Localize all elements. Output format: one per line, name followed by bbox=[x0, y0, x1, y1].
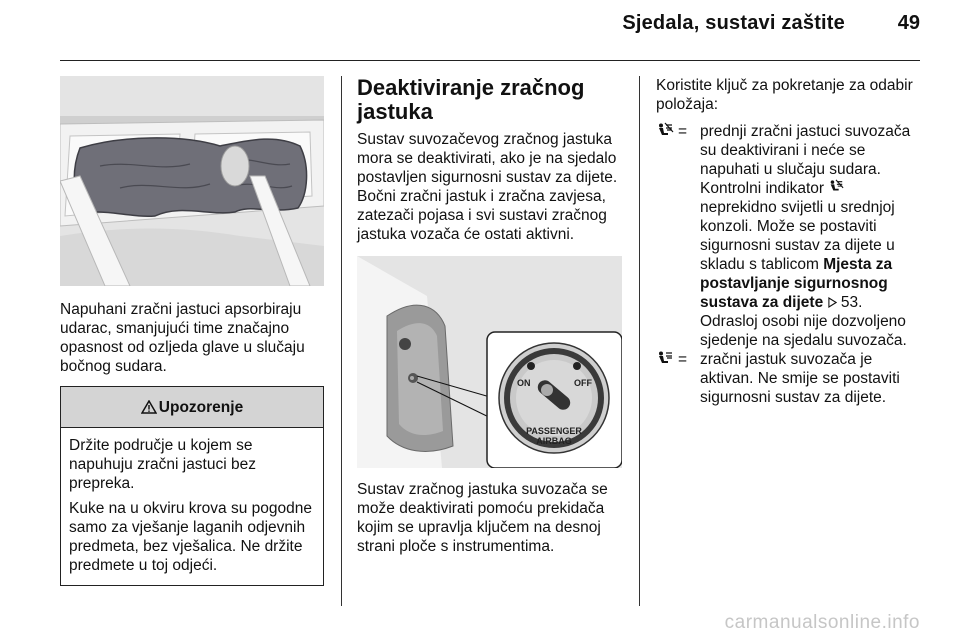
position-item-off bbox=[656, 122, 924, 350]
equals-sign: = bbox=[678, 123, 688, 140]
position-off-text-c: Odrasloj osobi nije dozvoljeno sjedenje na sjedalu suvozača. bbox=[700, 313, 907, 349]
watermark: carmanualsonline.info bbox=[724, 612, 920, 633]
column-divider-right bbox=[639, 76, 640, 606]
position-off-text-a: prednji zračni jastuci suvozača su deaktivirani i neće se napuhati u slučaju sudara. Kontrolni indikator bbox=[700, 123, 911, 197]
cross-reference-link[interactable]: Mjesta za postavljanje sigurnosnog sustava za dijete bbox=[700, 256, 893, 311]
airbag-switch-image bbox=[357, 256, 622, 468]
curtain-airbag-illustration bbox=[60, 76, 324, 286]
position-list bbox=[656, 122, 924, 407]
switch-label-airbag: AIRBAG bbox=[536, 436, 572, 446]
warning-header bbox=[61, 387, 323, 428]
position-off-description bbox=[700, 122, 924, 350]
warning-text-1: Držite područje u kojem se napuhuju zračni jastuci bez prepreka. bbox=[69, 437, 256, 492]
airbag-off-icon bbox=[656, 122, 674, 140]
section-heading: Deaktiviranje zračnog jastuka bbox=[357, 75, 585, 124]
figure-caption-1: Napuhani zračni jastuci apsorbiraju udarac, smanjujući time značajno opasnost od ozljeda glave u slučaju bočnog sudara. bbox=[60, 301, 305, 375]
column-divider-left bbox=[341, 76, 342, 606]
page-number: 49 bbox=[897, 12, 920, 34]
indicator-airbag-off-icon bbox=[828, 179, 844, 195]
column-left bbox=[60, 76, 324, 586]
switch-off-label: OFF bbox=[574, 378, 592, 388]
position-on-description: zračni jastuk suvozača je aktivan. Ne smije se postaviti sigurnosni sustav za dijete. bbox=[700, 351, 900, 406]
position-item-on bbox=[656, 350, 924, 407]
warning-box bbox=[60, 386, 324, 586]
position-off-text-b: neprekidno svijetli u srednjoj konzoli. Može se postaviti sigurnosni sustav za dijete u skladu s tablicom bbox=[700, 199, 895, 273]
page-title: Sjedala, sustavi zaštite bbox=[622, 12, 845, 34]
page-reference-arrow-icon bbox=[828, 297, 837, 308]
airbag-switch-illustration bbox=[357, 256, 622, 468]
figure-caption-2: Sustav zračnog jastuka suvozača se može deaktivirati pomoću prekidača kojim se upravlja ključem na desnoj strani ploče s instrumentima. bbox=[357, 481, 608, 555]
warning-triangle-icon bbox=[141, 400, 157, 414]
column-middle bbox=[357, 76, 622, 556]
column-right bbox=[656, 76, 924, 407]
page-reference[interactable]: 53. bbox=[840, 294, 863, 311]
positions-intro: Koristite ključ za pokretanje za odabir položaja: bbox=[656, 77, 913, 113]
curtain-airbag-image bbox=[60, 76, 324, 286]
page-header bbox=[0, 0, 960, 62]
warning-body bbox=[61, 428, 323, 585]
warning-title: Upozorenje bbox=[158, 398, 244, 416]
equals-sign: = bbox=[678, 351, 688, 368]
switch-label-passenger: PASSENGER bbox=[526, 426, 582, 436]
warning-text-2: Kuke na u okviru krova su pogodne samo za vješanje laganih odjevnih predmeta, bez vješalica. Ne držite predmete u toj odjeći. bbox=[69, 500, 312, 574]
switch-on-label: ON bbox=[517, 378, 531, 388]
airbag-on-icon bbox=[656, 350, 674, 368]
header-rule bbox=[60, 60, 920, 61]
section-intro: Sustav suvozačevog zračnog jastuka mora se deaktivirati, ako je na sjedalo postavljen sigurnosni sustav za dijete. Bočni zračni jastuk i zračna zavjesa, zatezači pojasa i svi sustavi zračnog jastuka vozača će ostati aktivni. bbox=[357, 131, 618, 243]
